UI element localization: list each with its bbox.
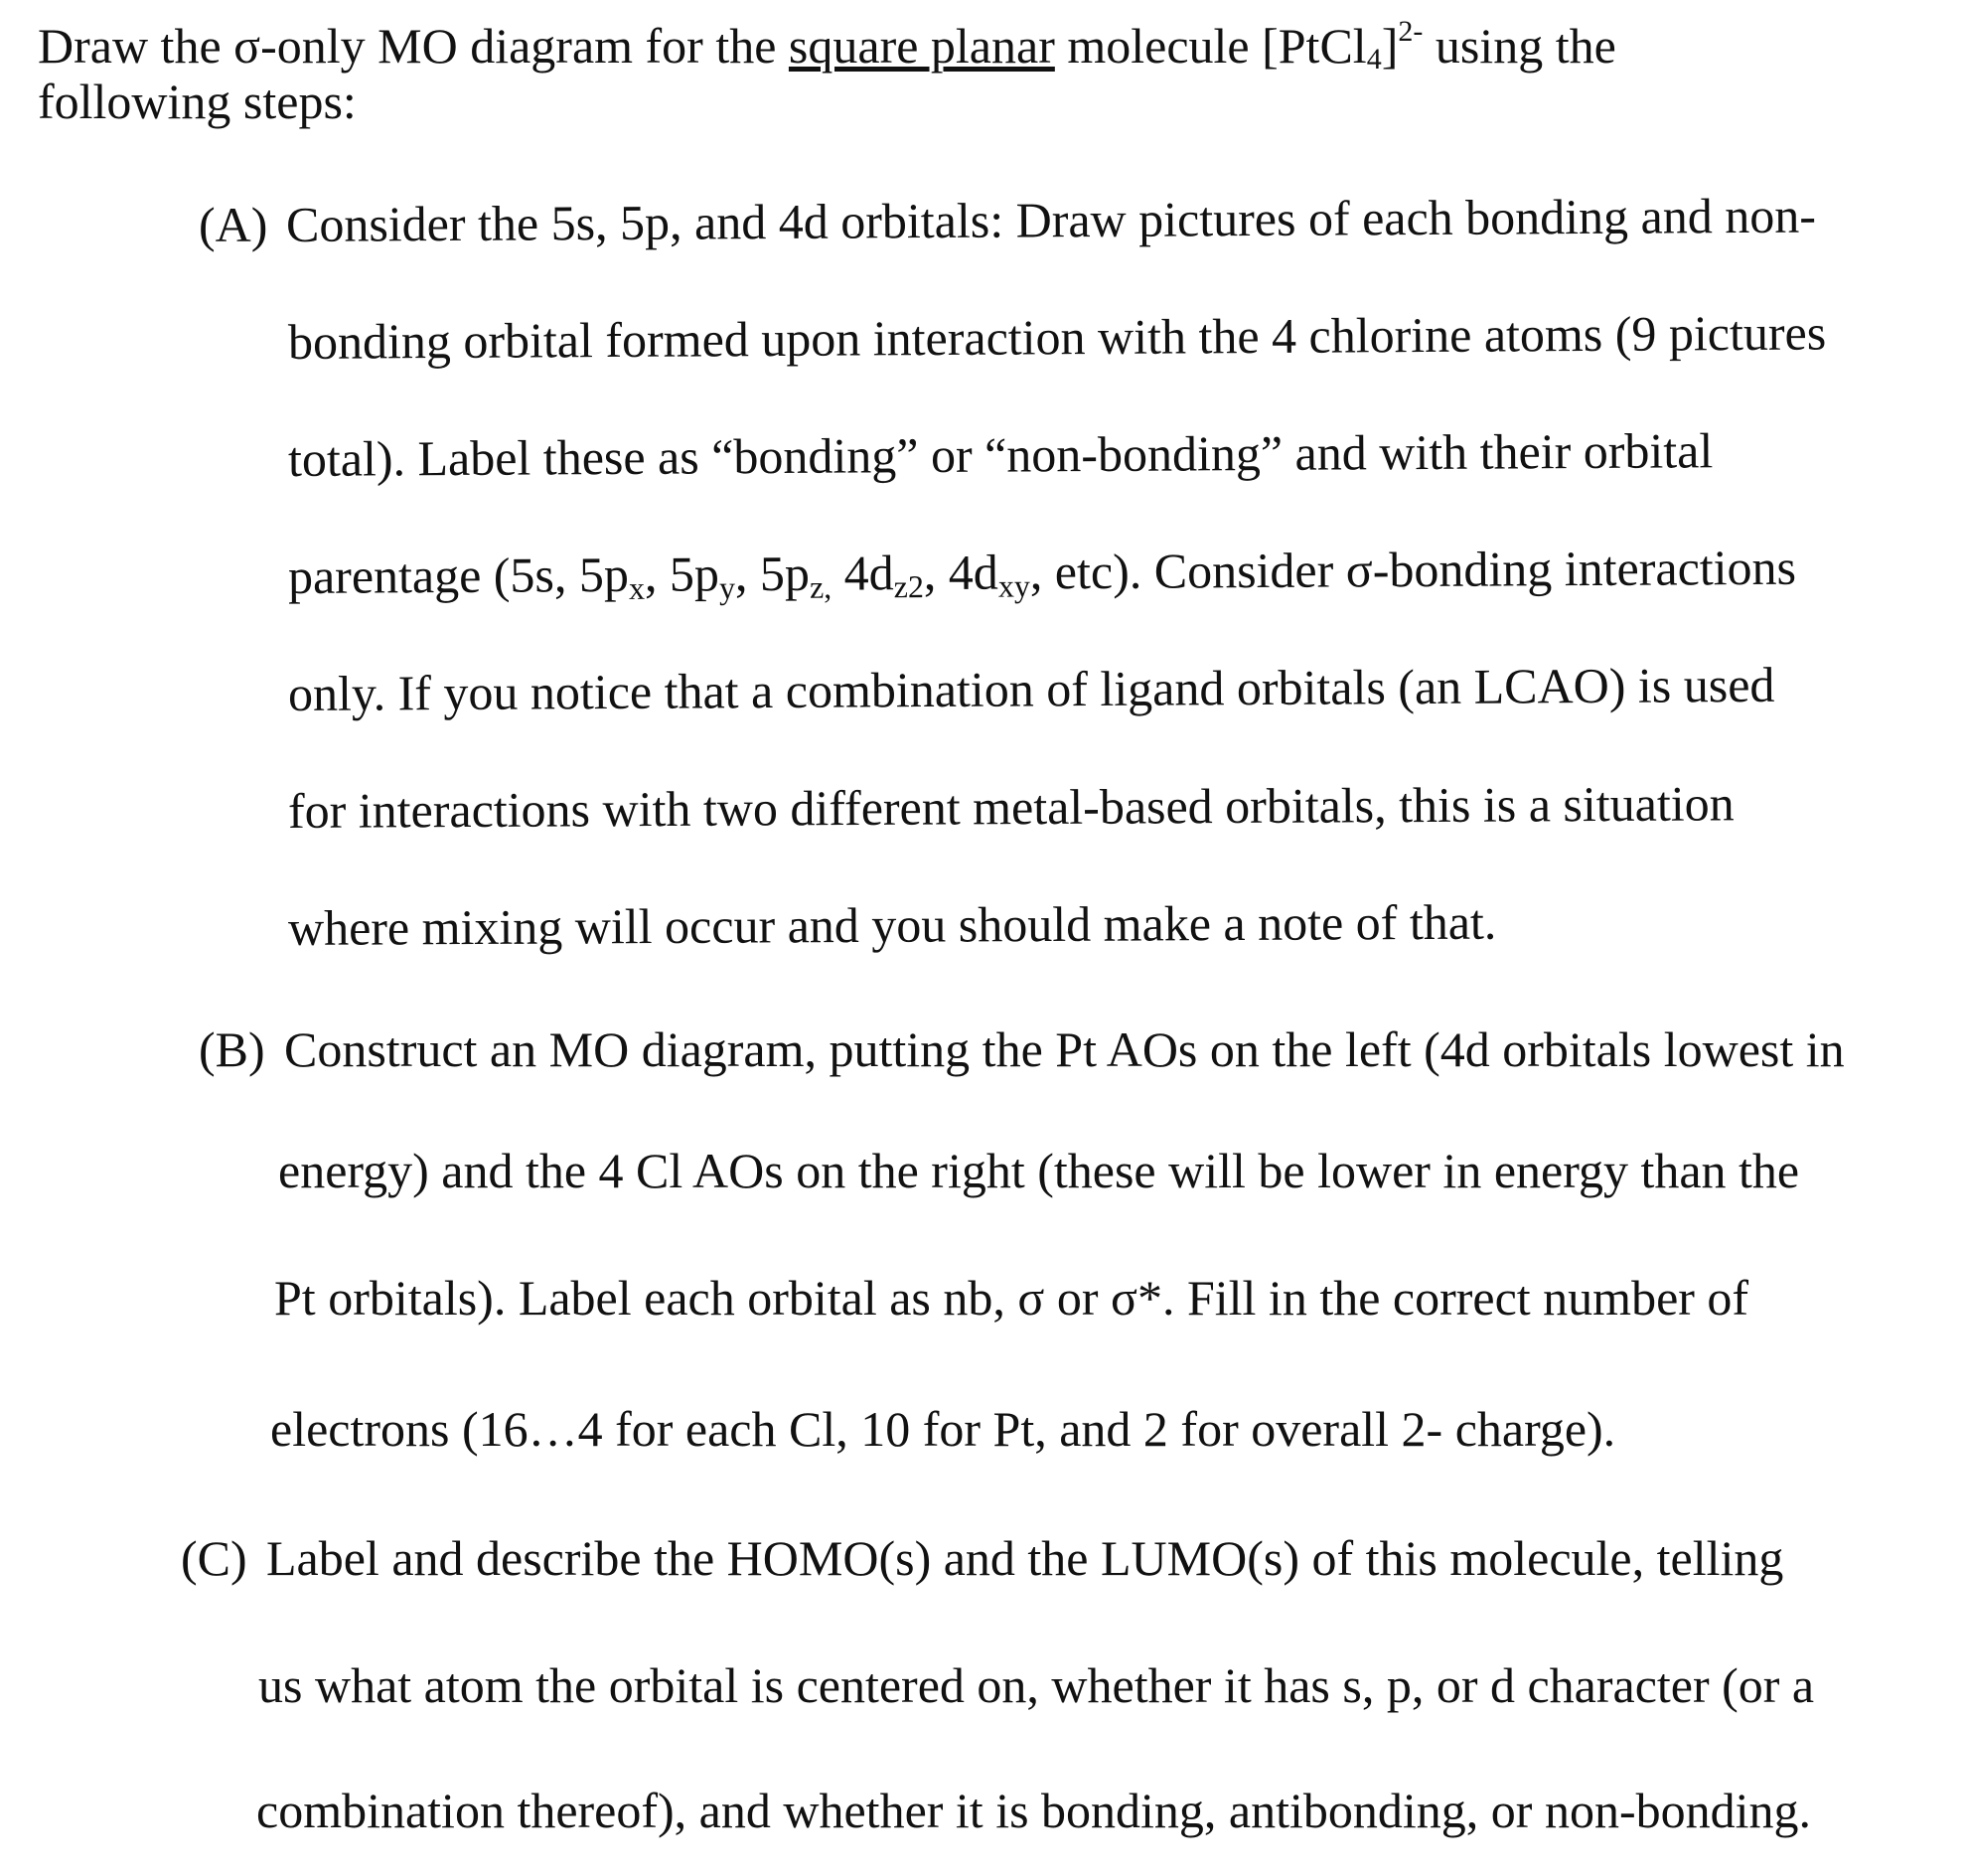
underlined-term: square planar bbox=[788, 18, 1055, 74]
parentage-text-1: parentage (5s, 5p bbox=[287, 546, 630, 604]
step-a-line-3: total). Label these as “bonding” or “non-bonding” and with their orbital bbox=[287, 422, 1714, 487]
step-a-line-4 bbox=[288, 538, 1796, 606]
subscript-y: y bbox=[718, 569, 736, 606]
subscript-z: z, bbox=[809, 568, 832, 605]
intro-text-molecule: molecule [PtCl bbox=[1054, 18, 1367, 74]
parentage-text-2: , 5p bbox=[644, 546, 720, 602]
formula-bracket: ] bbox=[1381, 18, 1399, 74]
step-a-line-6: for interactions with two different metal-based orbitals, this is a situation bbox=[287, 775, 1735, 839]
step-b-line-3: Pt orbitals). Label each orbital as nb, σ or σ*. Fill in the correct number of bbox=[274, 1270, 1749, 1326]
subscript-x: x bbox=[628, 569, 646, 606]
step-b-line-1: Construct an MO diagram, putting the Pt AOs on the left (4d orbitals lowest in bbox=[284, 1021, 1845, 1077]
parentage-text-4: 4d bbox=[831, 545, 894, 601]
parentage-text-3: , 5p bbox=[734, 545, 811, 602]
step-a-label: (A) bbox=[199, 197, 268, 252]
intro-paragraph bbox=[38, 15, 1905, 129]
step-a-line-5: only. If you notice that a combination of ligand orbitals (an LCAO) is used bbox=[287, 656, 1775, 721]
step-c-line-1: Label and describe the HOMO(s) and the LUMO(s) of this molecule, telling bbox=[266, 1530, 1784, 1586]
intro-text-end: using the bbox=[1423, 18, 1616, 74]
step-c-line-3: combination thereof), and whether it is bonding, antibonding, or non-bonding. bbox=[256, 1783, 1811, 1838]
step-b-line-2: energy) and the 4 Cl AOs on the right (these will be lower in energy than the bbox=[278, 1143, 1800, 1198]
step-a-line-1: Consider the 5s, 5p, and 4d orbitals: Draw pictures of each bonding and non- bbox=[285, 187, 1817, 252]
charge-superscript: 2- bbox=[1398, 15, 1424, 48]
intro-line-2: following steps: bbox=[38, 74, 357, 129]
step-b-line-4: electrons (16…4 for each Cl, 10 for Pt, and 2 for overall 2- charge). bbox=[270, 1401, 1616, 1457]
step-b-label: (B) bbox=[199, 1021, 265, 1077]
parentage-text-6: , etc). Consider σ-bonding interactions bbox=[1029, 539, 1797, 600]
subscript-z2: z2 bbox=[893, 568, 925, 605]
step-c-line-2: us what atom the orbital is centered on, whether it has s, p, or d character (or a bbox=[258, 1657, 1815, 1713]
intro-text-start: Draw the σ-only MO diagram for the bbox=[38, 18, 789, 74]
parentage-text-5: , 4d bbox=[923, 544, 998, 601]
step-a-line-7: where mixing will occur and you should make a note of that. bbox=[287, 893, 1497, 956]
intro-line-1 bbox=[38, 15, 1905, 76]
subscript-xy: xy bbox=[997, 567, 1031, 604]
step-c-label: (C) bbox=[181, 1530, 247, 1586]
formula-subscript: 4 bbox=[1366, 43, 1382, 76]
step-a-line-2: bonding orbital formed upon interaction with the 4 chlorine atoms (9 pictures bbox=[287, 304, 1827, 370]
